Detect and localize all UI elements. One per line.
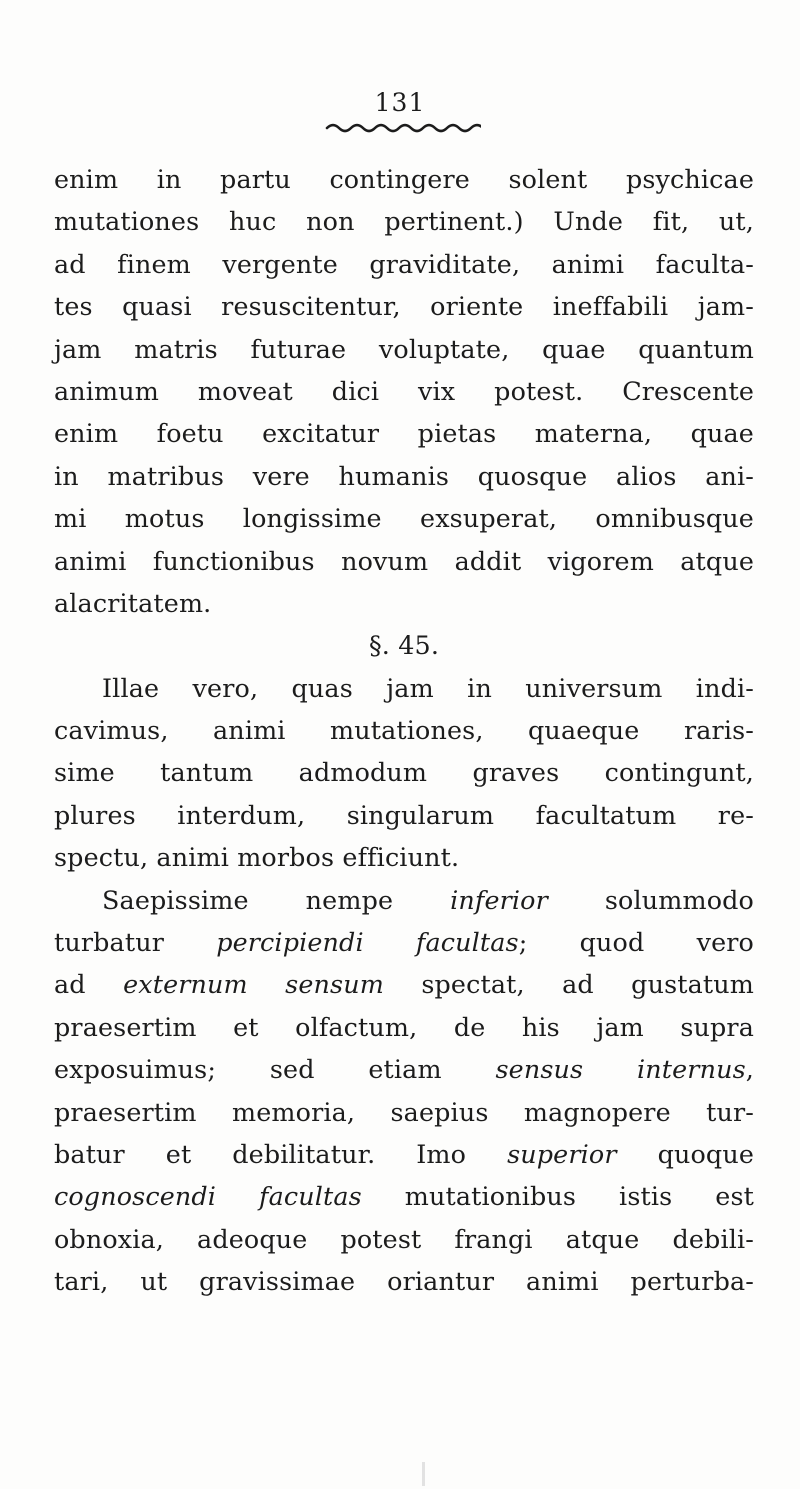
text-line — [54, 200, 754, 242]
text-segment: obnoxia, adeoque potest frangi atque debili- — [54, 1223, 754, 1254]
text-segment: mi motus longissime exsuperat, omnibusque — [54, 503, 754, 534]
text-segment: plures interdum, singularum facultatum re- — [54, 799, 754, 830]
text-segment: praesertim et olfactum, de his jam supra — [54, 1011, 754, 1042]
text-segment: Saepissime nempe — [102, 884, 451, 915]
text-line — [54, 709, 754, 751]
text-line — [54, 1175, 754, 1217]
text-line — [54, 667, 754, 709]
text-segment: enim in partu contingere solent psychicae — [54, 164, 754, 194]
text-segment: praesertim memoria, saepius magnopere tur- — [54, 1096, 754, 1127]
text-segment: animum moveat dici vix potest. Crescente — [54, 375, 754, 406]
text-line — [54, 370, 754, 412]
italic-term: sensus internus — [495, 1054, 746, 1085]
text-line — [54, 794, 754, 836]
text-line — [54, 243, 754, 285]
text-line — [54, 1006, 754, 1048]
text-segment: mutationes huc non pertinent.) Unde fit, ut, — [54, 206, 754, 237]
text-line — [54, 497, 754, 539]
text-line — [54, 751, 754, 793]
italic-term: percipiendi facultas — [216, 927, 519, 958]
text-segment: exposuimus; sed etiam — [54, 1054, 496, 1085]
text-line — [54, 1218, 754, 1260]
text-segment: ad finem vergente graviditate, animi faculta- — [54, 248, 754, 279]
italic-term: externum sensum — [123, 969, 384, 1000]
text-line — [54, 1048, 754, 1090]
text-segment: in matribus vere humanis quosque alios ani- — [54, 460, 754, 491]
text-segment: cavimus, animi mutationes, quaeque raris- — [54, 715, 754, 746]
text-segment: spectu, animi morbos efficiunt. — [54, 842, 460, 873]
text-segment: alacritatem. — [54, 587, 212, 618]
text-segment: tes quasi resuscitentur, oriente ineffabili jam- — [54, 291, 754, 322]
text-segment: turbatur — [54, 927, 217, 958]
page-number: 131 — [374, 88, 426, 117]
scan-mark — [422, 1462, 425, 1486]
body-text — [54, 158, 754, 1303]
text-segment: sime tantum admodum graves contingunt, — [54, 757, 754, 788]
italic-term: inferior — [450, 884, 548, 915]
italic-term: cognoscendi facultas — [54, 1181, 362, 1212]
text-segment: enim foetu excitatur pietas materna, quae — [54, 418, 754, 449]
decorative-rule-ornament — [325, 122, 481, 134]
text-segment: Illae vero, quas jam in universum indi- — [102, 672, 754, 703]
italic-term: superior — [507, 1138, 617, 1169]
text-segment: animi functionibus novum addit vigorem atque — [54, 545, 754, 576]
text-line — [54, 1133, 754, 1175]
text-segment: , — [745, 1054, 754, 1085]
text-segment: batur et debilitatur. Imo — [54, 1138, 508, 1169]
text-segment: ad — [54, 969, 124, 1000]
text-segment: quoque — [616, 1138, 754, 1169]
text-line — [54, 328, 754, 370]
text-line — [54, 1091, 754, 1133]
text-line — [54, 963, 754, 1005]
text-segment: §. 45. — [368, 630, 440, 661]
text-line — [54, 455, 754, 497]
text-segment: jam matris futurae voluptate, quae quantum — [54, 333, 754, 364]
text-line — [54, 879, 754, 921]
text-line — [54, 285, 754, 327]
text-segment: mutationibus istis est — [361, 1181, 754, 1212]
text-line — [54, 921, 754, 963]
section-heading — [54, 624, 754, 666]
text-segment: ; quod vero — [518, 927, 754, 958]
text-segment: solummodo — [547, 884, 754, 915]
text-line — [54, 412, 754, 454]
text-segment: spectat, ad gustatum — [383, 969, 754, 1000]
text-line — [54, 836, 754, 878]
text-line — [54, 1260, 754, 1302]
text-line — [54, 582, 754, 624]
text-line — [54, 158, 754, 200]
text-line — [54, 540, 754, 582]
text-segment: tari, ut gravissimae oriantur animi perturba- — [54, 1266, 754, 1297]
